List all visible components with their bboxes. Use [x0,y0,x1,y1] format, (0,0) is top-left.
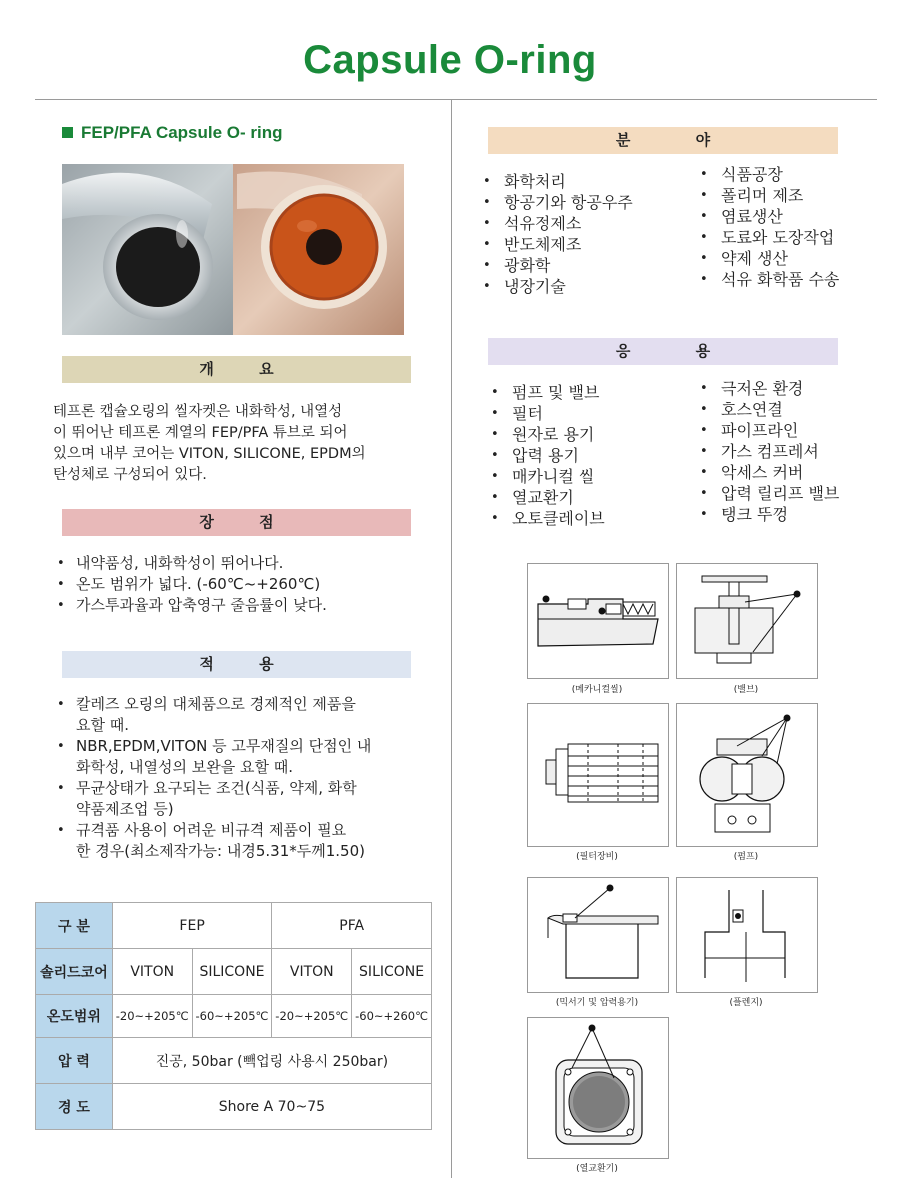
overview-heading: 개 요 [199,360,274,378]
conditions-heading: 적 용 [199,655,274,673]
overview-line: 이 뛰어난 테프론 계열의 FEP/PFA 튜브로 되어 [53,425,348,441]
overview-line: 테프론 캡슐오링의 씰자켓은 내화학성, 내열성 [53,404,343,420]
fields-heading-bar [488,127,838,154]
list-item: • 가스투과율과 압축영구 줄음률이 낮다. [54,595,424,616]
list-item: • 식품공장 [697,164,892,185]
list-item: • 냉장기술 [480,276,680,297]
product-subtitle [62,123,283,143]
list-item: • 원자로 용기 [488,424,683,445]
uses-list-right [697,378,892,525]
list-item: • 압력 릴리프 밸브 [697,483,892,504]
list-item: • 필터 [488,403,683,424]
mixer-caption: (믹서기 및 압력용기) [555,998,639,1008]
list-item: • 탱크 뚜껑 [697,504,892,525]
filter-diagram [527,703,669,847]
overview-line: 탄성체로 구성되어 있다. [53,467,207,483]
list-item: • 온도 범위가 넓다. (-60℃~+260℃) [54,574,424,595]
table-cell: Shore A 70~75 [112,1084,431,1130]
uses-heading: 응 용 [615,342,711,360]
list-item: • 약제 생산 [697,248,892,269]
overview-heading-bar [62,356,411,383]
list-item: • 압력 용기 [488,445,683,466]
list-item: • 매카니컬 씰 [488,466,683,487]
uses-list-left [488,382,683,529]
fields-list-left [480,171,680,297]
filter-caption: (필터장비) [576,852,618,862]
mech-seal-caption: (메카니컬씰) [571,685,623,695]
conditions-list [54,694,424,862]
table-cell: -60~+260℃ [352,995,432,1038]
pump-diagram [676,703,818,847]
list-item: • 가스 컴프레셔 [697,441,892,462]
table-cell: -60~+205℃ [192,995,272,1038]
flange-caption: (플렌지) [729,998,763,1008]
group-header: FEP [112,903,272,949]
row-label: 솔리드코어 [36,949,113,995]
table-row [36,903,432,949]
list-item: • 열교환기 [488,487,683,508]
row-label: 압 력 [36,1038,113,1084]
row-label: 경 도 [36,1084,113,1130]
table-cell: SILICONE [352,949,432,995]
table-row [36,995,432,1038]
spec-table [35,902,432,1130]
advantages-heading-bar [62,509,411,536]
list-item: • 악세스 커버 [697,462,892,483]
row-label: 구 분 [36,903,113,949]
valve-diagram [676,563,818,679]
table-cell: VITON [112,949,192,995]
flange-diagram [676,877,818,993]
list-item: • 염료생산 [697,206,892,227]
table-row [36,949,432,995]
product-photo [62,164,404,335]
title-divider [35,99,877,100]
table-cell: -20~+205℃ [272,995,352,1038]
overview-line: 있으며 내부 코어는 VITON, SILICONE, EPDM의 [53,446,366,462]
list-item: • 오토클레이브 [488,508,683,529]
overview-text [53,402,418,486]
list-item: • 항공기와 항공우주 [480,192,680,213]
list-item: • 파이프라인 [697,420,892,441]
list-item: • 극저온 환경 [697,378,892,399]
conditions-heading-bar [62,651,411,678]
advantages-heading: 장 점 [199,513,274,531]
table-cell: VITON [272,949,352,995]
group-header: PFA [272,903,432,949]
list-item: • 폴리머 제조 [697,185,892,206]
subtitle-text: FEP/PFA Capsule O- ring [81,123,283,142]
valve-caption: (밸브) [733,685,759,695]
heat-exchanger-diagram [527,1017,669,1159]
list-item: • 광화학 [480,255,680,276]
list-item: • 내약품성, 내화학성이 뛰어나다. [54,553,424,574]
heat-exchanger-caption: (열교환기) [576,1164,618,1174]
list-item: • 석유 화학품 수송 [697,269,892,290]
page-title: Capsule O-ring [303,38,597,82]
column-divider [451,100,452,1178]
list-item: • 호스연결 [697,399,892,420]
list-item: • 도료와 도장작업 [697,227,892,248]
advantages-list [54,553,424,616]
list-item: • 규격품 사용이 어려운 비규격 제품이 필요 한 경우(최소제작가능: 내경5.31*두께1.50) [54,820,424,862]
table-cell: 진공, 50bar (빽업링 사용시 250bar) [112,1038,431,1084]
list-item: • 무균상태가 요구되는 조건(식품, 약제, 화학 약품제조업 등) [54,778,424,820]
table-row [36,1084,432,1130]
list-item: • 반도체제조 [480,234,680,255]
pump-caption: (펌프) [733,852,759,862]
uses-heading-bar [488,338,838,365]
table-row [36,1038,432,1084]
mixer-diagram [527,877,669,993]
fields-list-right [697,164,892,290]
list-item: • 칼레즈 오링의 대체품으로 경제적인 제품을 요할 때. [54,694,424,736]
mech-seal-diagram [527,563,669,679]
table-cell: -20~+205℃ [112,995,192,1038]
list-item: • NBR,EPDM,VITON 등 고무재질의 단점인 내 화학성, 내열성의 보완을 요할 때. [54,736,424,778]
fields-heading: 분 야 [615,131,711,149]
list-item: • 석유정제소 [480,213,680,234]
list-item: • 화학처리 [480,171,680,192]
table-cell: SILICONE [192,949,272,995]
list-item: • 펌프 및 밸브 [488,382,683,403]
square-bullet-icon [62,127,73,138]
row-label: 온도범위 [36,995,113,1038]
